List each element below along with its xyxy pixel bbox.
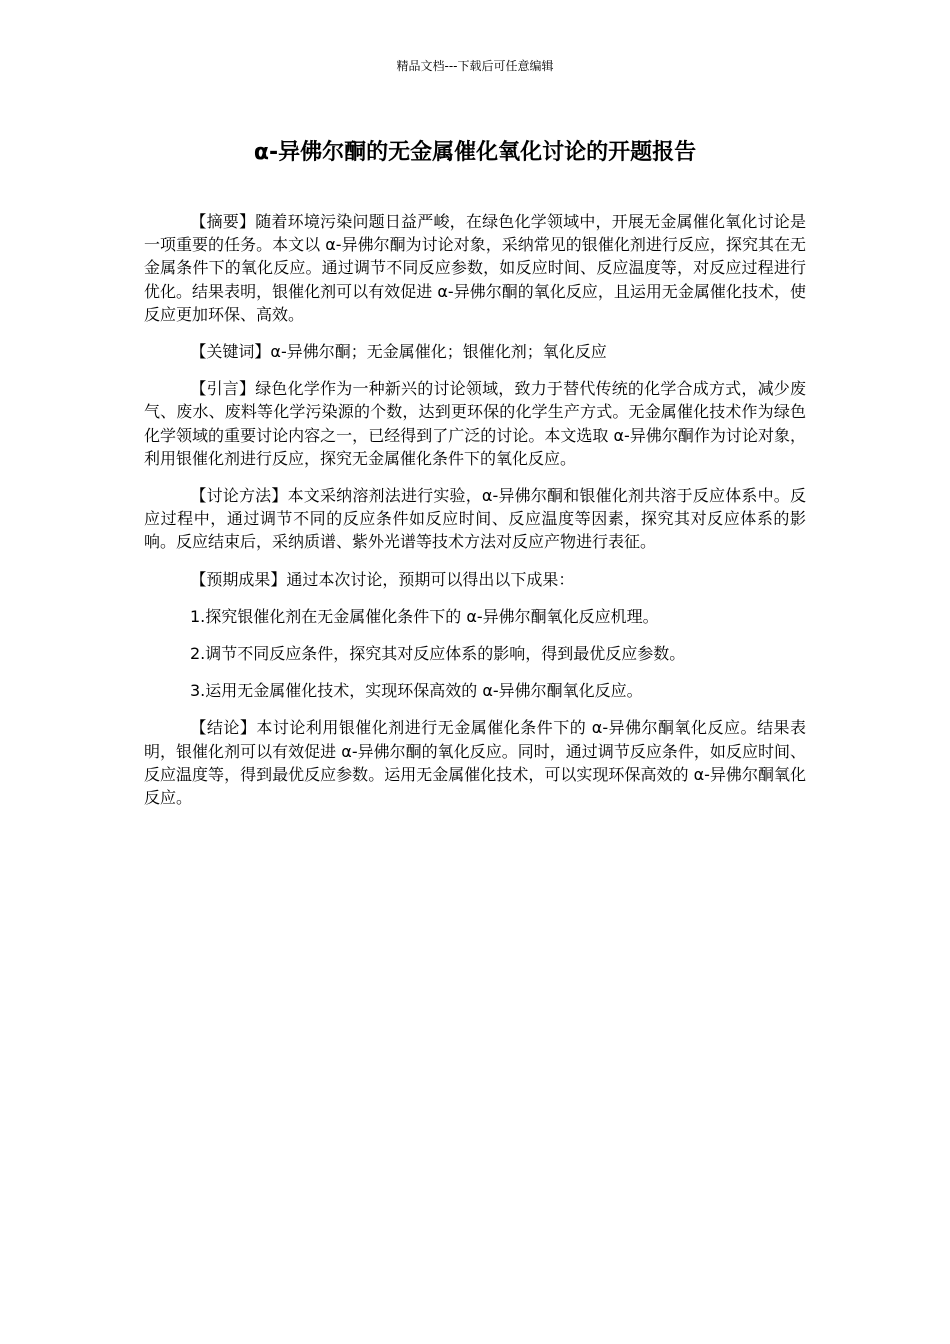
- page-header-note: 精品文档---下载后可任意编辑: [396, 59, 554, 73]
- introduction-paragraph: 【引言】绿色化学作为一种新兴的讨论领域，致力于替代传统的化学合成方式，减少废气、废水、废料等化学污染源的个数，达到更环保的化学生产方式。无金属催化技术作为绿色化学领域的重要讨论内容之一，已经得到了广泛的讨论。本文选取 α-异佛尔酮作为讨论对象，利用银催化剂进行反应，探究无金属催化条件下的氧化反应。: [144, 379, 806, 468]
- abstract-paragraph: 【摘要】随着环境污染问题日益严峻，在绿色化学领域中，开展无金属催化氧化讨论是一项重要的任务。本文以 α-异佛尔酮为讨论对象，采纳常见的银催化剂进行反应，探究其在无金属条件下的氧化反应。通过调节不同反应参数，如反应时间、反应温度等，对反应过程进行优化。结果表明，银催化剂可以有效促进 α-异佛尔酮的氧化反应，且运用无金属催化技术，使反应更加环保、高效。: [144, 212, 806, 324]
- conclusion-paragraph: 【结论】本讨论利用银催化剂进行无金属催化条件下的 α-异佛尔酮氧化反应。结果表明，银催化剂可以有效促进 α-异佛尔酮的氧化反应。同时，通过调节反应条件，如反应时间、反应温度等，得到最优反应参数。运用无金属催化技术，可以实现环保高效的 α-异佛尔酮氧化反应。: [144, 718, 806, 808]
- result-item-2: 2.调节不同反应条件，探究其对反应体系的影响，得到最优反应参数。: [190, 644, 686, 664]
- expected-results-paragraph: 【预期成果】通过本次讨论，预期可以得出以下成果：: [190, 569, 575, 589]
- keywords-paragraph: 【关键词】α-异佛尔酮；无金属催化；银催化剂；氧化反应: [190, 342, 607, 362]
- document-title: α-异佛尔酮的无金属催化氧化讨论的开题报告: [253, 140, 697, 165]
- methods-paragraph: 【讨论方法】本文采纳溶剂法进行实验，α-异佛尔酮和银催化剂共溶于反应体系中。反应过程中，通过调节不同的反应条件如反应时间、反应温度等因素，探究其对反应体系的影响。反应结束后，采纳质谱、紫外光谱等技术方法对反应产物进行表征。: [144, 486, 806, 552]
- document-body: [144, 210, 806, 823]
- result-item-3: 3.运用无金属催化技术，实现环保高效的 α-异佛尔酮氧化反应。: [190, 681, 643, 701]
- result-item-1: 1.探究银催化剂在无金属催化条件下的 α-异佛尔酮氧化反应机理。: [190, 606, 659, 626]
